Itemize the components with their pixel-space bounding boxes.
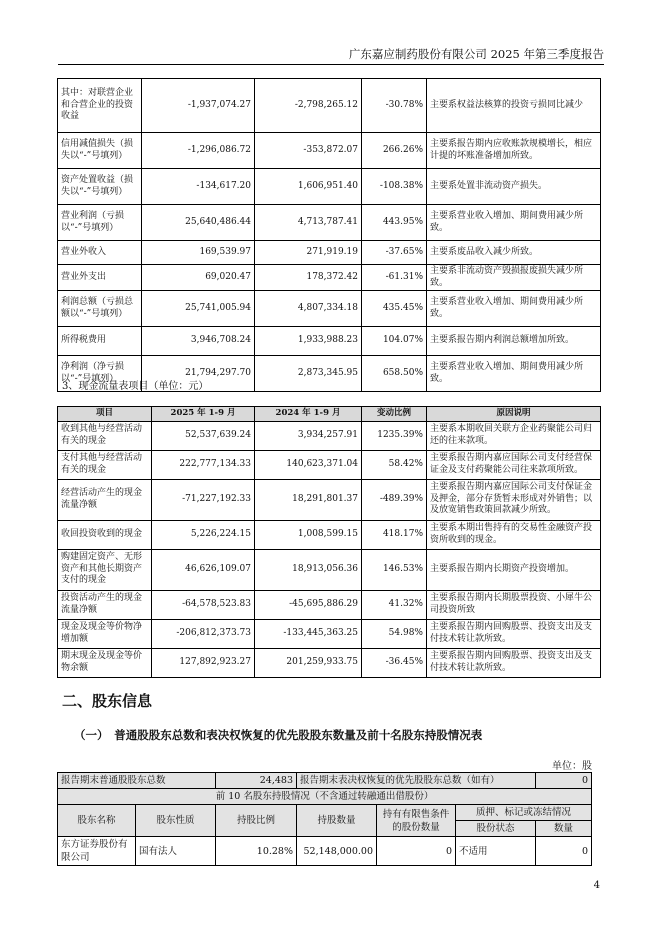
table-row [58, 205, 601, 241]
row-current: -134,617.20 [142, 169, 255, 205]
row-previous: 4,713,787.41 [255, 205, 362, 241]
row-item: 利润总额（亏损总额以“-”号填列） [58, 291, 142, 327]
row-change: 1235.39% [362, 421, 427, 450]
row-current: -71,227,192.33 [152, 479, 255, 520]
row-change: -30.78% [362, 79, 427, 133]
row-reason: 主要系报告期内嘉应国际公司支付经营保证金及支付药聚能公司往来款项所致。 [427, 450, 601, 479]
row-change: -61.31% [362, 265, 427, 291]
row-previous: 140,623,371.04 [255, 450, 362, 479]
col-previous: 2024 年 1-9 月 [255, 407, 362, 422]
col-item: 项目 [58, 407, 152, 422]
row-change: 658.50% [362, 356, 427, 392]
row-previous: 1,008,599.15 [255, 520, 362, 549]
row-previous: -133,445,363.25 [255, 619, 362, 648]
table-row [58, 837, 592, 866]
row-item: 资产处置收益（损失以“-”号填列） [58, 169, 142, 205]
row-item: 净利润（净亏损以“-”号填列） [58, 356, 142, 392]
row-current: 127,892,923.27 [152, 648, 255, 677]
shareholder-ratio: 10.28% [216, 837, 297, 866]
shareholder-status: 不适用 [456, 837, 536, 866]
row-current: 169,539.97 [142, 241, 255, 265]
row-item: 期末现金及现金等价物余额 [58, 648, 152, 677]
row-item: 现金及现金等价物净增加额 [58, 619, 152, 648]
row-change: 418.17% [362, 520, 427, 549]
row-item: 收回投资收到的现金 [58, 520, 152, 549]
row-current: 46,626,109.07 [152, 549, 255, 590]
row-change: -489.39% [362, 479, 427, 520]
table-row [58, 648, 601, 677]
row-change: 58.42% [362, 450, 427, 479]
shareholder-qty: 52,148,000.00 [297, 837, 377, 866]
income-statement-table [57, 78, 601, 392]
row-change: 435.45% [362, 291, 427, 327]
row-change: -36.45% [362, 648, 427, 677]
row-change: 266.26% [362, 133, 427, 169]
row-item: 信用减值损失（损失以“-”号填列） [58, 133, 142, 169]
row-change: 104.07% [362, 327, 427, 356]
row-reason: 主要系营业收入增加、期间费用减少所致。 [427, 356, 601, 392]
col-current: 2025 年 1-9 月 [152, 407, 255, 422]
col-count: 数量 [536, 821, 592, 837]
row-item: 所得税费用 [58, 327, 142, 356]
col-ratio: 持股比例 [216, 805, 297, 837]
page-header-title: 广东嘉应制药股份有限公司 2025 年第三季度报告 [348, 47, 604, 61]
row-item: 投资活动产生的现金流量净额 [58, 590, 152, 619]
top10-caption: 前 10 名股东持股情况（不含通过转融通出借股份） [58, 789, 592, 805]
row-current: -64,578,523.83 [152, 590, 255, 619]
row-reason: 主要系报告期内嘉应国际公司支付保证金及押金，部分存货暂未形成对外销售；以及放宽销售政策回款减少所致。 [427, 479, 601, 520]
row-current: -206,812,373.73 [152, 619, 255, 648]
table-row [58, 265, 601, 291]
row-reason: 主要系报告期内长期股票投资、小犀牛公司投资所致 [427, 590, 601, 619]
col-restricted: 持有有限售条件的股份数量 [377, 805, 456, 837]
table-row [58, 79, 601, 133]
row-current: 25,640,486.44 [142, 205, 255, 241]
col-qty: 持股数量 [297, 805, 377, 837]
row-current: -1,937,074.27 [142, 79, 255, 133]
table-row [58, 619, 601, 648]
row-previous: 2,873,345.95 [255, 356, 362, 392]
cashflow-header-row [58, 407, 601, 422]
shareholder-restricted: 0 [377, 837, 456, 866]
row-change: 41.32% [362, 590, 427, 619]
row-reason: 主要系报告期内利润总额增加所致。 [427, 327, 601, 356]
pref-value: 0 [536, 773, 592, 789]
row-current: 5,226,224.15 [152, 520, 255, 549]
row-current: 69,020.47 [142, 265, 255, 291]
shareholder-header-row [58, 805, 592, 821]
row-item: 购建固定资产、无形资产和其他长期资产支付的现金 [58, 549, 152, 590]
shareholder-name: 东方证券股份有限公司 [58, 837, 136, 866]
row-current: 52,537,639.24 [152, 421, 255, 450]
row-item: 营业外支出 [58, 265, 142, 291]
row-previous: -2,798,265.12 [255, 79, 362, 133]
row-previous: -45,695,886.29 [255, 590, 362, 619]
row-previous: 1,606,951.40 [255, 169, 362, 205]
row-change: -108.38% [362, 169, 427, 205]
row-reason: 主要系报告期内应收账款规模增长，相应计提的坏账准备增加所致。 [427, 133, 601, 169]
header-divider [58, 64, 604, 65]
row-item: 支付其他与经营活动有关的现金 [58, 450, 152, 479]
table-row [58, 133, 601, 169]
table-row [58, 421, 601, 450]
table-row [58, 169, 601, 205]
row-current: 222,777,134.33 [152, 450, 255, 479]
row-item: 收到其他与经营活动有关的现金 [58, 421, 152, 450]
row-reason: 主要系本期收回关联方企业药聚能公司归还的往来款项。 [427, 421, 601, 450]
table-row [58, 327, 601, 356]
cashflow-table [57, 406, 601, 678]
row-item: 营业外收入 [58, 241, 142, 265]
row-change: -37.65% [362, 241, 427, 265]
total-value: 24,483 [216, 773, 297, 789]
row-previous: 178,372.42 [255, 265, 362, 291]
row-previous: 18,291,801.37 [255, 479, 362, 520]
pref-label: 报告期末表决权恢复的优先股股东总数（如有） [297, 773, 536, 789]
total-label: 报告期末普通股股东总数 [58, 773, 216, 789]
col-status: 股份状态 [456, 821, 536, 837]
table-row [58, 291, 601, 327]
shareholder-count: 0 [536, 837, 592, 866]
row-current: 21,794,297.70 [142, 356, 255, 392]
col-nature: 股东性质 [136, 805, 216, 837]
col-pledge: 质押、标记或冻结情况 [456, 805, 592, 821]
col-change: 变动比例 [362, 407, 427, 422]
shareholder-nature: 国有法人 [136, 837, 216, 866]
cashflow-section-title: 3、现金流量表项目（单位：元） [62, 381, 209, 392]
row-reason: 主要系报告期内长期资产投资增加。 [427, 549, 601, 590]
top10-caption-row [58, 789, 592, 805]
row-reason: 主要系废品收入减少所致。 [427, 241, 601, 265]
row-change: 54.98% [362, 619, 427, 648]
row-item: 营业利润（亏损以“-”号填列） [58, 205, 142, 241]
row-reason: 主要系非流动资产毁损报废损失减少所致。 [427, 265, 601, 291]
col-reason: 原因说明 [427, 407, 601, 422]
table-row [58, 450, 601, 479]
page-number: 4 [593, 880, 600, 891]
unit-label: 单位：股 [552, 761, 592, 772]
row-reason: 主要系营业收入增加、期间费用减少所致。 [427, 291, 601, 327]
row-reason: 主要系营业收入增加、期间费用减少所致。 [427, 205, 601, 241]
row-previous: 4,807,334.18 [255, 291, 362, 327]
row-current: 25,741,005.94 [142, 291, 255, 327]
row-reason: 主要系权益法核算的投资亏损同比减少 [427, 79, 601, 133]
row-previous: -353,872.07 [255, 133, 362, 169]
shareholder-subsection-title: （一） 普通股股东总数和表决权恢复的优先股股东数量及前十名股东持股情况表 [74, 728, 483, 742]
row-reason: 主要系报告期内回购股票、投资支出及支付技术转让款所致。 [427, 619, 601, 648]
row-previous: 18,913,056.36 [255, 549, 362, 590]
row-item: 其中：对联营企业和合营企业的投资收益 [58, 79, 142, 133]
table-row [58, 590, 601, 619]
table-row [58, 479, 601, 520]
row-reason: 主要系报告期内回购股票、投资支出及支付技术转让款所致。 [427, 648, 601, 677]
table-row [58, 549, 601, 590]
row-current: 3,946,708.24 [142, 327, 255, 356]
table-row [58, 520, 601, 549]
row-previous: 201,259,933.75 [255, 648, 362, 677]
row-previous: 271,919.19 [255, 241, 362, 265]
row-previous: 3,934,257.91 [255, 421, 362, 450]
shareholder-table [57, 772, 592, 866]
row-change: 146.53% [362, 549, 427, 590]
shareholder-section-title: 二、股东信息 [62, 692, 153, 710]
row-reason: 主要系处置非流动资产损失。 [427, 169, 601, 205]
row-change: 443.95% [362, 205, 427, 241]
row-item: 经营活动产生的现金流量净额 [58, 479, 152, 520]
col-name: 股东名称 [58, 805, 136, 837]
table-row [58, 241, 601, 265]
row-current: -1,296,086.72 [142, 133, 255, 169]
row-previous: 1,933,988.23 [255, 327, 362, 356]
shareholder-total-row [58, 773, 592, 789]
row-reason: 主要系本期出售持有的交易性金融资产投资所收到的现金。 [427, 520, 601, 549]
